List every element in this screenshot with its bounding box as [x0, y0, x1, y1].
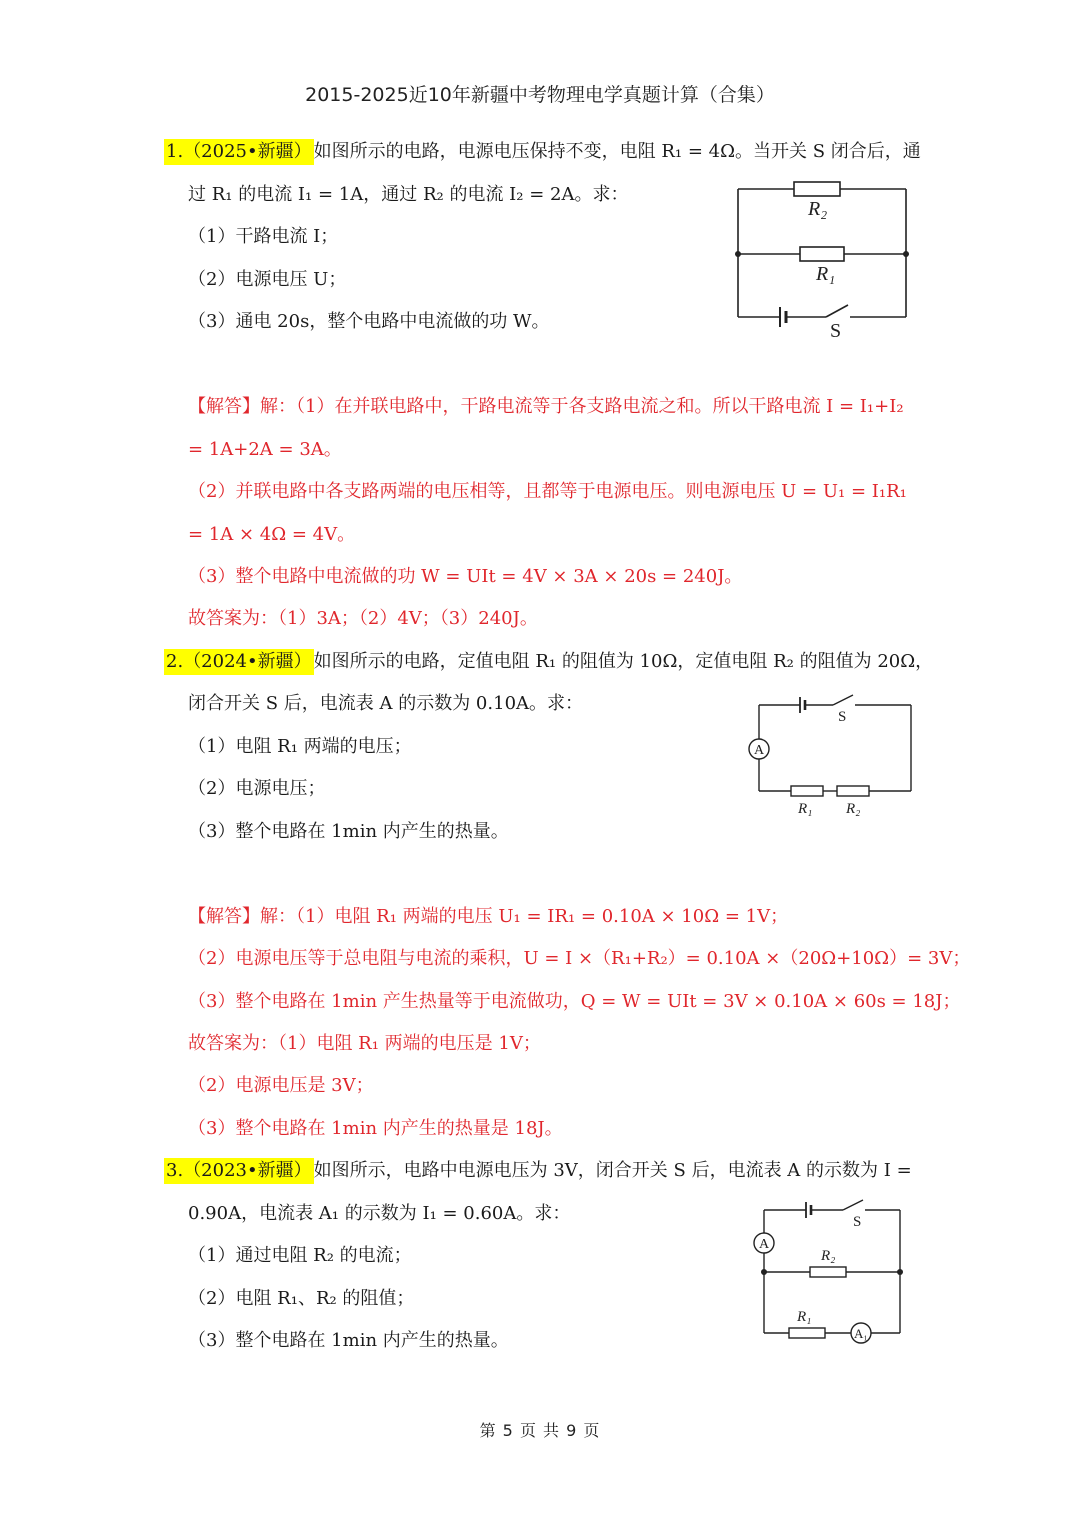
problem-1-tag: （2025•新疆）	[183, 141, 312, 162]
problem-2-label-r1: R₁	[798, 801, 813, 817]
problem-2-tag-highlight	[164, 649, 314, 675]
problem-3-question-1: （1）通过电阻 R₂ 的电流；	[188, 1245, 412, 1266]
problem-3-stem-line2: 0.90A，电流表 A₁ 的示数为 I₁ = 0.60A。求：	[188, 1203, 571, 1224]
problem-3-label-r2: R₂	[821, 1248, 836, 1264]
problem-3-ammeter1-label: A₁	[854, 1326, 868, 1341]
problem-3-circuit-diagram	[745, 1195, 910, 1355]
problem-2-stem-line1: 如图所示的电路，定值电阻 R₁ 的阻值为 10Ω，定值电阻 R₂ 的阻值为 20Ω，	[313, 651, 934, 672]
problem-1-solution-line-1: 【解答】解：（1）在并联电路中，干路电流等于各支路电流之和。所以干路电流 I = I₁+I₂	[188, 396, 904, 417]
problem-1-question-2: （2）电源电压 U；	[188, 269, 347, 290]
footer-total-pages: 9	[566, 1421, 578, 1440]
problem-1-tag-highlight	[164, 139, 314, 165]
problem-2-circuit-diagram	[745, 690, 920, 825]
problem-3-question-3: （3）整个电路在 1min 内产生的热量。	[188, 1330, 509, 1351]
problem-1-first-line	[164, 140, 921, 164]
problem-2-answer-line-2: （2）电源电压是 3V；	[188, 1075, 374, 1096]
problem-3-question-2: （2）电阻 R₁、R₂ 的阻值；	[188, 1288, 415, 1309]
problem-3-label-r1: R₁	[797, 1309, 812, 1325]
problem-1-circuit-diagram	[730, 175, 920, 345]
footer-prefix: 第	[479, 1421, 497, 1440]
problem-1-solution-line-3: （2）并联电路中各支路两端的电压相等，且都等于电源电压。则电源电压 U = U₁ = I₁R₁	[188, 481, 907, 502]
problem-2-question-1: （1）电阻 R₁ 两端的电压；	[188, 736, 412, 757]
problem-3-label-switch: S	[853, 1214, 862, 1230]
footer-page-number: 5	[502, 1421, 514, 1440]
problem-1-answer: 故答案为：（1）3A；（2）4V；（3）240J。	[188, 608, 538, 629]
problem-3-ammeter-label: A	[758, 1237, 770, 1252]
problem-2-label-r2: R₂	[846, 801, 861, 817]
problem-2-stem-line2: 闭合开关 S 后，电流表 A 的示数为 0.10A。求：	[188, 693, 584, 714]
problem-2-label-switch: S	[838, 709, 847, 725]
problem-3-tag: （2023•新疆）	[183, 1160, 312, 1181]
footer-suffix: 页	[583, 1421, 601, 1440]
problem-2-answer-line-3: （3）整个电路在 1min 内产生的热量是 18J。	[188, 1118, 563, 1139]
problem-1-stem-line1: 如图所示的电路，电源电压保持不变，电阻 R₁ = 4Ω。当开关 S 闭合后，通	[313, 141, 921, 162]
problem-1-label-r2: R₂	[808, 198, 828, 220]
problem-1-question-3: （3）通电 20s，整个电路中电流做的功 W。	[188, 311, 550, 332]
problem-2-solution-line-2: （2）电源电压等于总电阻与电流的乘积，U = I ×（R₁+R₂）= 0.10A ×（20Ω+10Ω）= 3V；	[188, 948, 971, 969]
problem-1-question-1: （1）干路电流 I；	[188, 226, 339, 247]
problem-2-solution-line-1: 【解答】解：（1）电阻 R₁ 两端的电压 U₁ = IR₁ = 0.10A × 10Ω = 1V；	[188, 906, 789, 927]
problem-1-number: 1.	[166, 141, 184, 162]
problem-2-tag: （2024•新疆）	[183, 651, 312, 672]
problem-2-ammeter-label: A	[753, 743, 765, 758]
problem-1-solution-line-4: = 1A × 4Ω = 4V。	[188, 524, 356, 545]
problem-2-first-line	[164, 650, 933, 674]
problem-2-question-2: （2）电源电压；	[188, 778, 326, 799]
problem-2-solution-line-3: （3）整个电路在 1min 产生热量等于电流做功，Q = W = UIt = 3V × 0.10A × 60s = 18J；	[188, 991, 961, 1012]
problem-1-label-r1: R₁	[816, 263, 836, 285]
problem-2-number: 2.	[166, 651, 184, 672]
problem-2-question-3: （3）整个电路在 1min 内产生的热量。	[188, 821, 509, 842]
problem-3-stem-line1: 如图所示，电路中电源电压为 3V，闭合开关 S 后，电流表 A 的示数为 I =	[313, 1160, 912, 1181]
problem-1-solution-line-5: （3）整个电路中电流做的功 W = UIt = 4V × 3A × 20s = 240J。	[188, 566, 743, 587]
page-title: 2015-2025近10年新疆中考物理电学真题计算（合集）	[305, 84, 775, 106]
footer-mid: 页 共	[519, 1421, 561, 1440]
problem-3-first-line	[164, 1159, 912, 1183]
problem-3-tag-highlight	[164, 1158, 314, 1184]
problem-3-number: 3.	[166, 1160, 184, 1181]
problem-1-stem-line2: 过 R₁ 的电流 I₁ = 1A，通过 R₂ 的电流 I₂ = 2A。求：	[188, 184, 629, 205]
problem-2-answer-line-1: 故答案为：（1）电阻 R₁ 两端的电压是 1V；	[188, 1033, 541, 1054]
page-footer	[0, 1418, 1080, 1441]
problem-1-label-switch: S	[830, 320, 842, 342]
problem-1-solution-line-2: = 1A+2A = 3A。	[188, 439, 342, 460]
